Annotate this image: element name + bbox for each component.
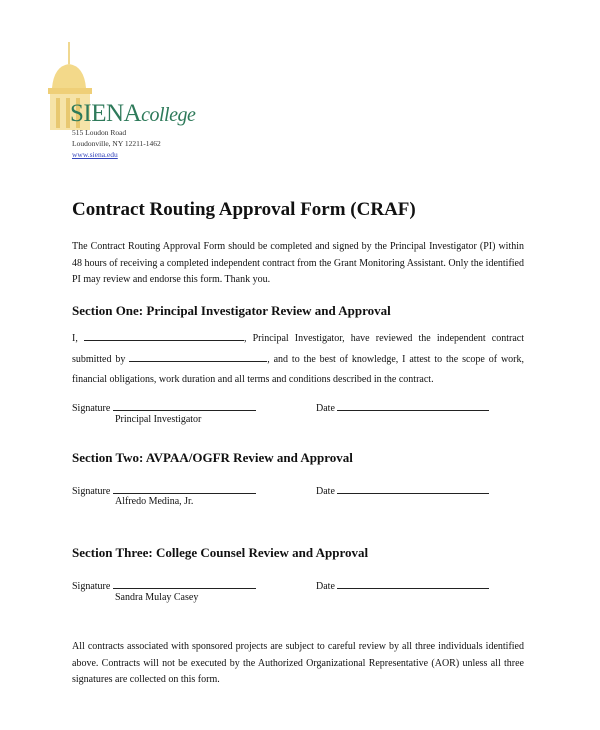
section-one-signature: Signature <box>72 401 256 414</box>
section-one-date: Date <box>316 401 489 414</box>
section-one-heading: Section One: Principal Investigator Review and Approval <box>72 303 391 318</box>
section-two-heading: Section Two: AVPAA/OGFR Review and Approval <box>72 450 353 465</box>
para-text: , and to the best of knowledge, I attest to the scope of work, financial obligations, work duration and all terms and conditions described in the contract. <box>72 353 525 385</box>
section-three-signature: Signature <box>72 579 256 592</box>
address-line2: Loudonville, NY 12211-1462 <box>72 139 161 148</box>
signature-line[interactable] <box>113 484 256 494</box>
website-link[interactable]: www.siena.edu <box>72 150 118 159</box>
section-one-paragraph <box>72 329 524 391</box>
para-text: I, <box>72 333 78 344</box>
intro-paragraph: The Contract Routing Approval Form should be completed and signed by the Principal Investigator (PI) within 48 hours of receiving a completed independent contract from the Grant Monitoring Assistant. Only the identified PI may review and endorse this form. Thank you. <box>72 241 524 285</box>
date-line[interactable] <box>337 484 489 494</box>
section-three-heading: Section Three: College Counsel Review and Approval <box>72 545 369 560</box>
address-block <box>72 127 161 160</box>
section-two-signer: Alfredo Medina, Jr. <box>115 496 194 507</box>
submitted-by-blank[interactable] <box>129 352 267 362</box>
section-one-signer: Principal Investigator <box>115 414 202 425</box>
para-text: , Principal Investigator, have reviewed the independent contract submitted by <box>72 333 524 365</box>
section-two-date: Date <box>316 484 489 497</box>
page-title: Contract Routing Approval Form (CRAF) <box>72 199 416 220</box>
siena-college-logo-text: SIENAcollege <box>70 100 196 127</box>
pi-name-blank[interactable] <box>84 331 244 341</box>
date-line[interactable] <box>337 401 489 411</box>
address-line1: 515 Loudon Road <box>72 128 127 137</box>
signature-line[interactable] <box>113 579 256 589</box>
section-three-date: Date <box>316 579 489 592</box>
footer-paragraph: All contracts associated with sponsored projects are subject to careful review by all three individuals identified above. Contracts will not be executed by the Authorized Organizational Representative (AOR) unless all three signatures are collected on this form. <box>72 641 524 685</box>
date-line[interactable] <box>337 579 489 589</box>
signature-line[interactable] <box>113 401 256 411</box>
section-three-signer: Sandra Mulay Casey <box>115 592 199 603</box>
section-two-signature: Signature <box>72 484 256 497</box>
